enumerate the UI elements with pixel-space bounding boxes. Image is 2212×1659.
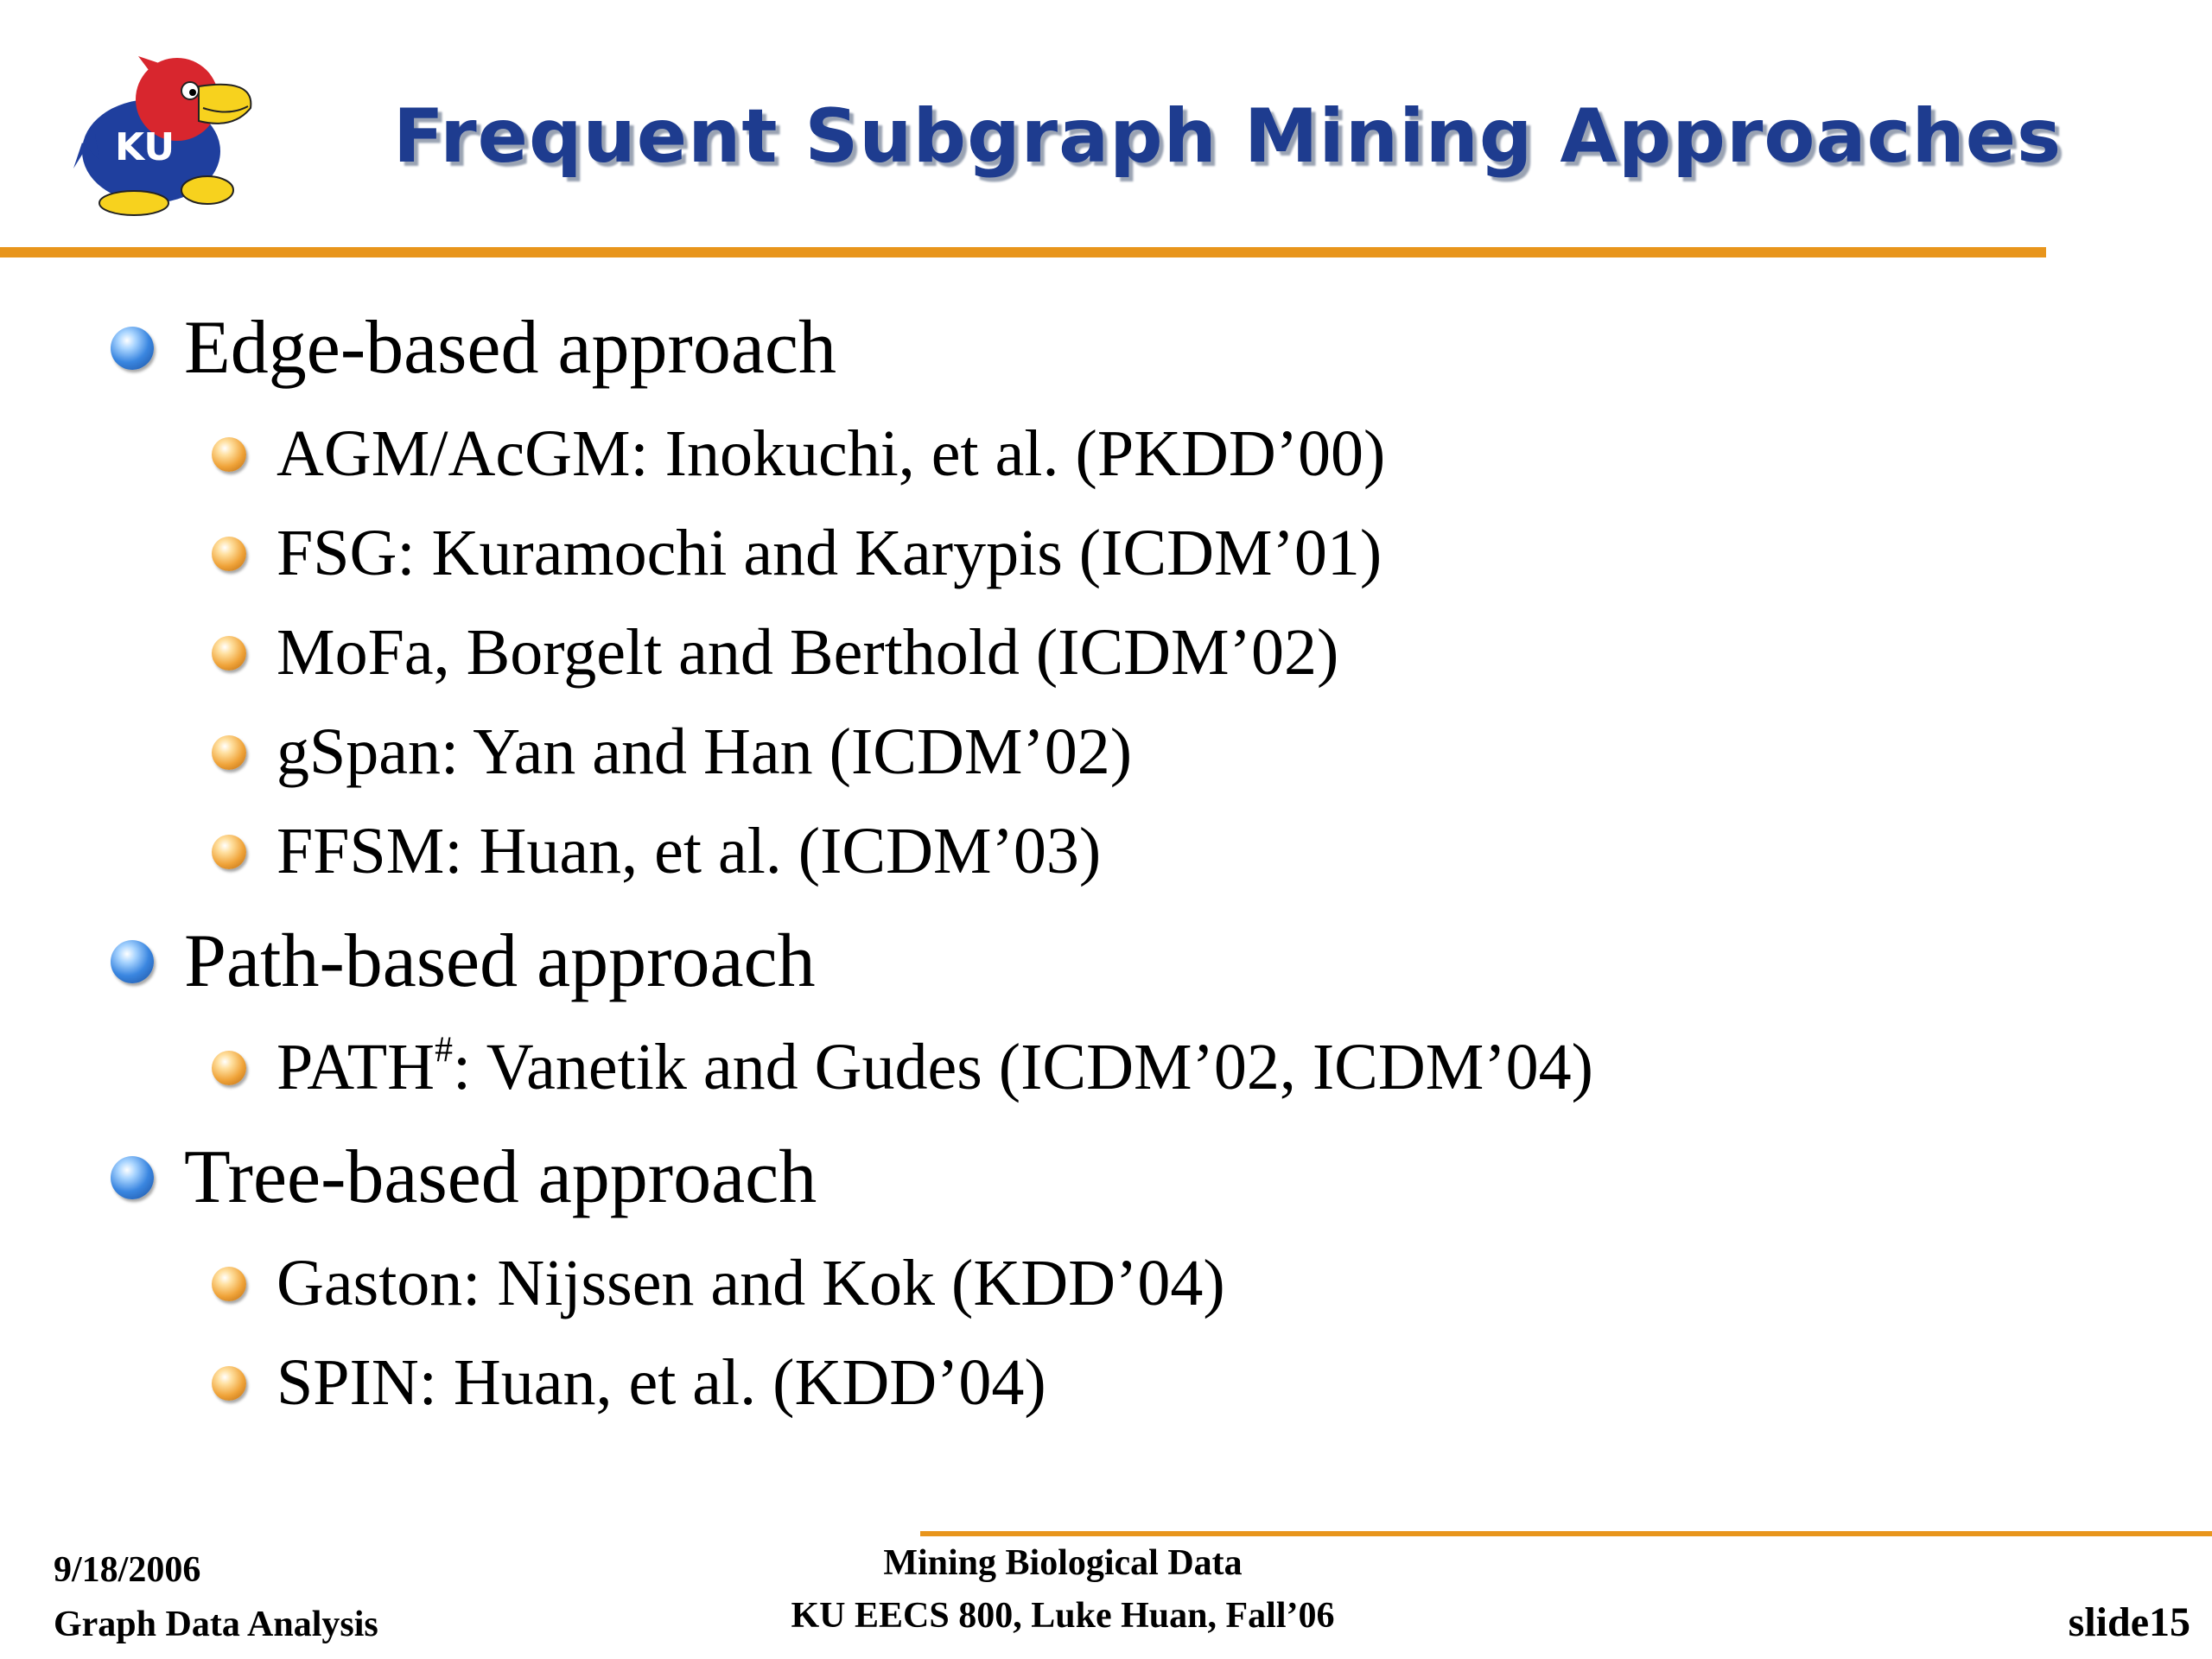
footer-topic: Graph Data Analysis: [54, 1605, 378, 1644]
section-label: Path-based approach: [184, 919, 816, 1003]
section-label: Tree-based approach: [184, 1135, 817, 1219]
item-prefix: PATH: [276, 1031, 435, 1103]
list-item: [212, 715, 1132, 790]
list-item: [212, 814, 1101, 889]
blue-bullet-icon: [111, 327, 154, 370]
list-item: [212, 1030, 1593, 1105]
section-tree-based: [111, 1134, 817, 1221]
list-item-text: AGM/AcGM: Inokuchi, et al. (PKDD’00): [276, 417, 1386, 490]
title-divider: [0, 247, 2046, 257]
list-item-text: FSG: Kuramochi and Karypis (ICDM’01): [276, 517, 1382, 589]
footer-course-info: KU EECS 800, Luke Huan, Fall’06: [791, 1596, 1335, 1636]
list-item-text: SPIN: Huan, et al. (KDD’04): [276, 1346, 1046, 1419]
list-item-text: gSpan: Yan and Han (ICDM’02): [276, 715, 1133, 788]
slide-title: Frequent Subgraph Mining Approaches: [393, 93, 2063, 180]
orange-bullet-icon: [212, 437, 246, 472]
blue-bullet-icon: [111, 1156, 154, 1199]
footer-course-title: Mining Biological Data: [883, 1543, 1243, 1583]
jayhawk-logo: [48, 39, 259, 220]
list-item-text: FFSM: Huan, et al. (ICDM’03): [276, 815, 1102, 887]
orange-bullet-icon: [212, 1366, 246, 1401]
list-item: [212, 416, 1385, 492]
section-path-based: [111, 918, 816, 1005]
orange-bullet-icon: [212, 1267, 246, 1301]
orange-bullet-icon: [212, 537, 246, 571]
orange-bullet-icon: [212, 636, 246, 671]
section-edge-based: [111, 304, 836, 391]
blue-bullet-icon: [111, 940, 154, 983]
list-item-text: MoFa, Borgelt and Berthold (ICDM’02): [276, 616, 1339, 689]
list-item: [212, 516, 1382, 591]
list-item: [212, 1246, 1225, 1321]
item-superscript: #: [435, 1030, 453, 1071]
orange-bullet-icon: [212, 835, 246, 869]
logo-ku-text: KU: [115, 125, 175, 169]
footer-divider: [920, 1531, 2212, 1536]
list-item: [212, 615, 1338, 690]
list-item: [212, 1345, 1046, 1421]
item-rest: : Vanetik and Gudes (ICDM’02, ICDM’04): [452, 1031, 1593, 1103]
slide-number: slide15: [2068, 1599, 2190, 1645]
footer-date: 9/18/2006: [54, 1550, 201, 1590]
orange-bullet-icon: [212, 1051, 246, 1085]
orange-bullet-icon: [212, 735, 246, 770]
list-item-text: [276, 1031, 1593, 1103]
section-label: Edge-based approach: [184, 306, 836, 390]
list-item-text: Gaston: Nijssen and Kok (KDD’04): [276, 1247, 1225, 1319]
